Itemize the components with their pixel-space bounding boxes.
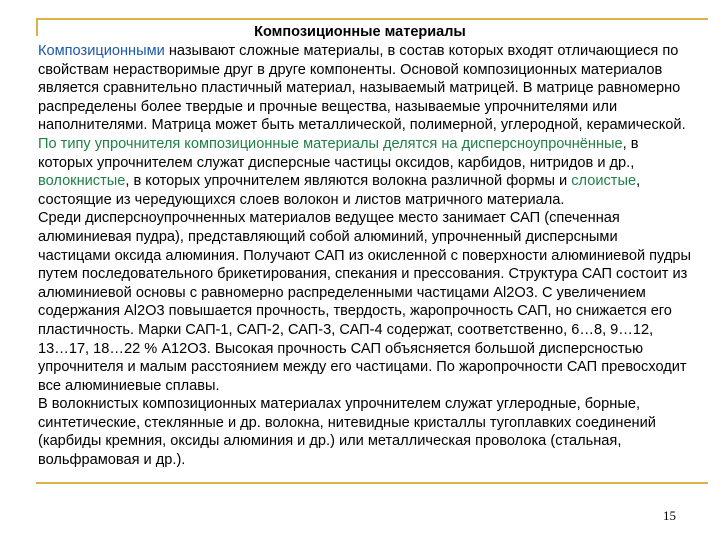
text-line: упрочнителя и малым расстоянием между его частицами. По жаропрочности САП превосходит: [38, 359, 687, 376]
text-line: алюминиевой основы с равномерно распределенными частицами Al2O3. С увеличением: [38, 284, 646, 301]
text-line: волокнистые, в которых упрочнителем являются волокна различной формы и слоистые,: [38, 173, 641, 190]
text-line: свойствам нерастворимые друг в друге компоненты. Основой композиционных материалов: [38, 61, 663, 78]
term-fibrous: волокнистые: [38, 173, 126, 190]
text-line: все алюминиевые сплавы.: [38, 377, 220, 394]
text-line: 13…17, 18…22 % А12О3. Высокая прочность САП объясняется большой дисперсностью: [38, 340, 644, 357]
slide-body-text: [38, 42, 714, 470]
text-line: частицами оксида алюминия. Получают САП из окисленной с поверхности алюминиевой пудры: [38, 247, 691, 264]
text-line: По типу упрочнителя композиционные материалы делятся на дисперсноупрочнённые, в: [38, 135, 639, 152]
text-line: (карбиды кремния, оксиды алюминия и др.) или металлическая проволока (стальная,: [38, 433, 622, 450]
text-line: является сравнительно пластичный материал, называемый матрицей. В матрице равномерно: [38, 80, 681, 97]
slide-frame-top-line: [36, 18, 708, 20]
term-layered: слоистые: [571, 173, 637, 190]
page-number: 15: [663, 508, 676, 523]
text-line: которых упрочнителем служат дисперсные частицы оксидов, карбидов, нитридов и др.,: [38, 154, 635, 171]
text-line: путем последовательного брикетирования, спекания и прессования. Структура САП состоит из: [38, 266, 688, 283]
text-line: В волокнистых композиционных материалах упрочнителем служат углеродные, борные,: [38, 396, 641, 413]
text-line: наполнителями. Матрица может быть металлической, полимерной, углеродной, керамической.: [38, 117, 686, 134]
text-line: состоящие из чередующихся слоев волокон и листов матричного материала.: [38, 191, 565, 208]
text-line: синтетические, стеклянные и др. волокна, нитевидные кристаллы тугоплавких соединений: [38, 414, 656, 431]
text-line: распределены более твердые и прочные вещества, называемые упрочнителями или: [38, 98, 618, 115]
term-composites: Композиционными: [38, 43, 165, 59]
text-line: вольфрамовая и др.).: [38, 452, 186, 469]
slide-frame-bottom-line: [36, 482, 708, 484]
text-line: содержания Al2O3 повышается прочность, твердость, жаропрочность САП, но снижается его: [38, 303, 672, 320]
text-line: алюминиевая пудра), представляющий собой алюминий, упрочненный дисперсными: [38, 228, 618, 245]
term-dispersion-strengthened: По типу упрочнителя композиционные материалы делятся на дисперсноупрочнённые: [38, 135, 623, 152]
text-line: Композиционными называют сложные материалы, в состав которых входят отличающиеся по: [38, 43, 679, 59]
slide-title: Композиционные материалы: [254, 24, 466, 40]
text-line: пластичность. Марки САП-1, САП-2, САП-3, САП-4 содержат, соответственно, 6…8, 9…12,: [38, 321, 654, 338]
text-line: Среди дисперсноупрочненных материалов ведущее место занимает САП (спеченная: [38, 210, 620, 227]
